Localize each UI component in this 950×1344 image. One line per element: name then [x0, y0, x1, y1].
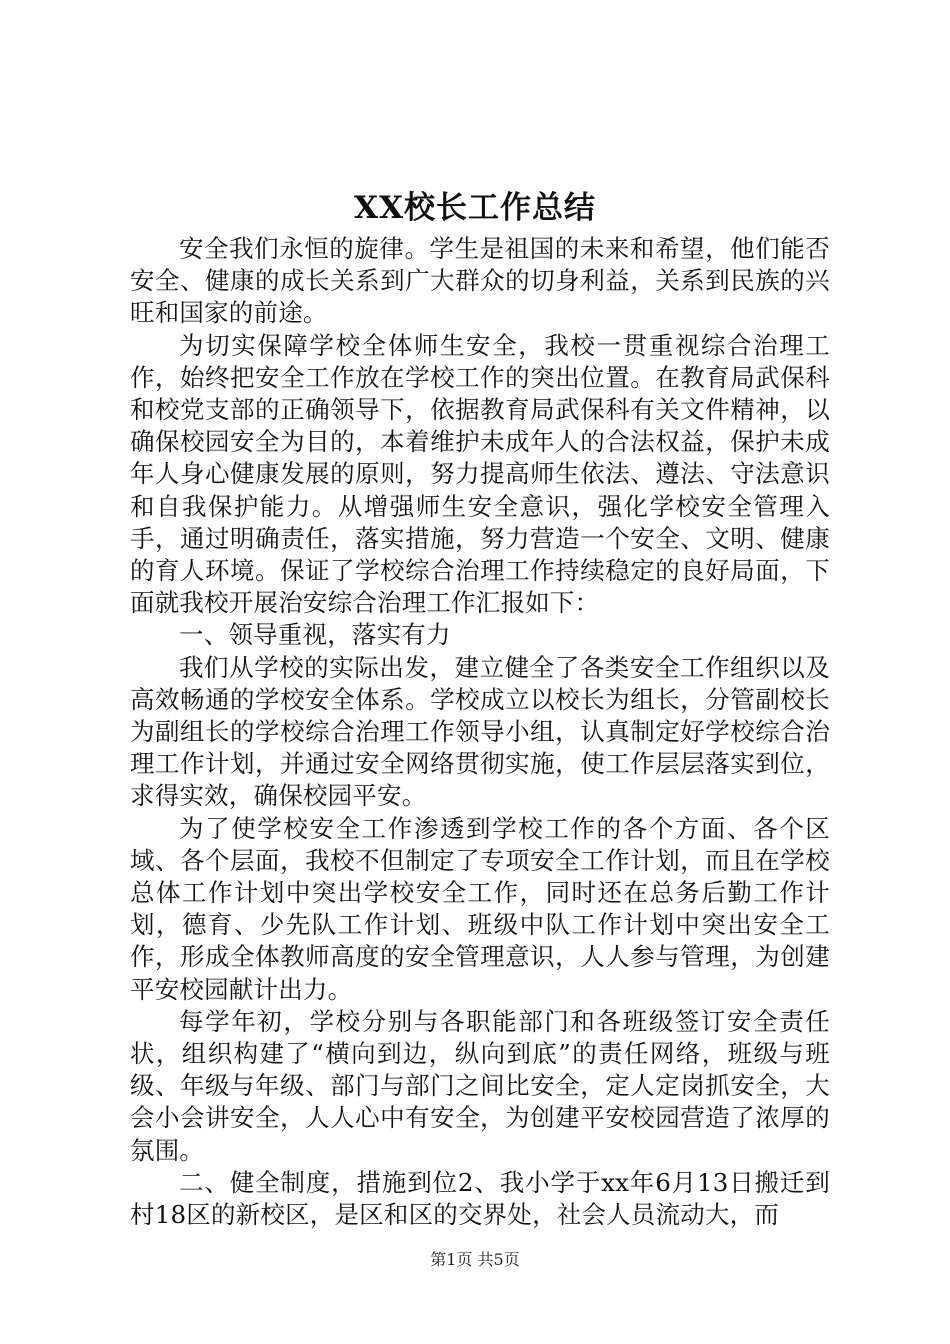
- document-body: [130, 233, 830, 1231]
- paragraph-intro: 安全我们永恒的旋律。学生是祖国的未来和希望，他们能否安全、健康的成长关系到广大群众的切身利益，关系到民族的兴旺和国家的前途。: [130, 234, 830, 328]
- paragraph-planning: 为了使学校安全工作渗透到学校工作的各个方面、各个区域、各个层面，我校不但制定了专项安全工作计划，而且在学校总体工作计划中突出学校安全工作，同时还在总务后勤工作计划，德育、少先队工作计划、班级中队工作计划中突出安全工作，形成全体教师高度的安全管理意识，人人参与管理，为创建平安校园献计出力。: [130, 813, 830, 1004]
- page-number-footer: 第1页 共5页: [430, 1250, 520, 1269]
- paragraph-section-2: 二、健全制度，措施到位2、我小学于xx年6月13日搬迁到村18区的新校区，是区和区的交界处，社会人员流动大，而: [130, 1167, 830, 1230]
- document-title: XX校长工作总结: [353, 190, 597, 226]
- paragraph-overview: 为切实保障学校全体师生安全，我校一贯重视综合治理工作，始终把安全工作放在学校工作的突出位置。在教育局武保科和校党支部的正确领导下，依据教育局武保科有关文件精神，以确保校园安全为目的，本着维护未成年人的合法权益，保护未成年人身心健康发展的原则，努力提高师生依法、遵法、守法意识和自我保护能力。从增强师生安全意识，强化学校安全管理入手，通过明确责任，落实措施，努力营造一个安全、文明、健康的育人环境。保证了学校综合治理工作持续稳定的良好局面，下面就我校开展治安综合治理工作汇报如下：: [130, 330, 830, 618]
- paragraph-responsibility: 每学年初，学校分别与各职能部门和各班级签订安全责任状，组织构建了“横向到边，纵向到底”的责任网络，班级与班级、年级与年级、部门与部门之间比安全，定人定岗抓安全，大会小会讲安全，人人心中有安全，为创建平安校园营造了浓厚的氛围。: [130, 1006, 830, 1165]
- section-heading-1: 一、领导重视，落实有力: [179, 620, 451, 650]
- paragraph-organization: 我们从学校的实际出发，建立健全了各类安全工作组织以及高效畅通的学校安全体系。学校成立以校长为组长，分管副校长为副组长的学校综合治理工作领导小组，认真制定好学校综合治理工作计划，并通过安全网络贯彻实施，使工作层层落实到位，求得实效，确保校园平安。: [130, 652, 830, 811]
